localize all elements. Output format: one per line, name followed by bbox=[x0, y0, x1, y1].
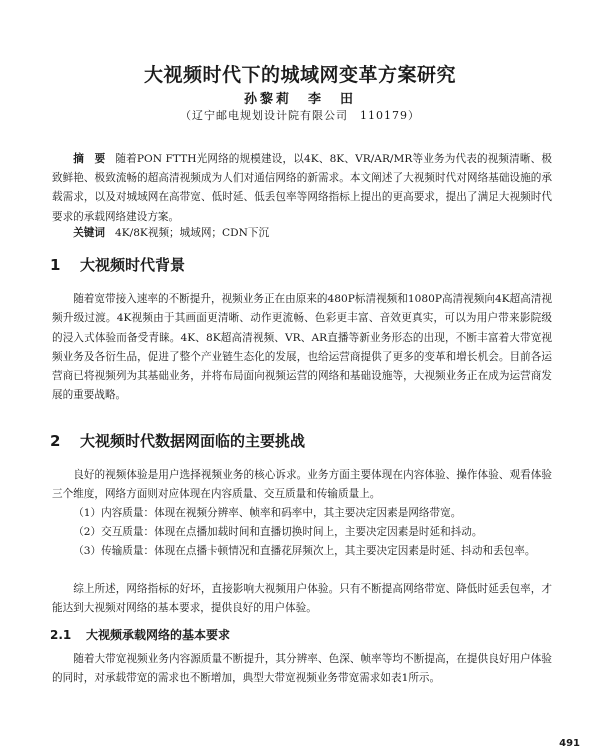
paragraph: 随着宽带接入速率的不断提升，视频业务正在由原来的480P标清视频和1080P高清视频向4K超高清视频升级过渡。4K视频由于其画面更清晰、动作更流畅、色彩更丰富、音效更真实，可以为用户带来影院级的浸入式体验而备受青睐。4K、8K超高清视频、VR、AR直播等新业务形态的出现，不断丰富着大带宽视频业务及各衍生品，促进了整个产业链生态化的发展，也给运营商提供了更多的变革和增长机会。目前各运营商已将视频列为其基础业务，并将布局面向视频运营的网络和基础设施等，大视频业务正在成为运营商发展的重要战略。 bbox=[52, 293, 552, 402]
subsection-title: 大视频承载网络的基本要求 bbox=[86, 628, 231, 642]
subsection-heading-2-1 bbox=[50, 626, 230, 643]
paragraph: （3）传输质量：体现在点播卡顿情况和直播花屏频次上，其主要决定因素是时延、抖动和丢包率。 bbox=[73, 545, 536, 557]
paragraph: （1）内容质量：体现在视频分辨率、帧率和码率中，其主要决定因素是网络带宽。 bbox=[73, 507, 462, 519]
paper-affiliation: （辽宁邮电规划设计院有限公司 110179） bbox=[180, 109, 420, 122]
page-number: 491 bbox=[559, 738, 580, 749]
abstract bbox=[52, 150, 552, 227]
section-heading-2 bbox=[50, 430, 305, 451]
section-title: 大视频时代数据网面临的主要挑战 bbox=[80, 432, 306, 450]
subsection-number: 2.1 bbox=[50, 628, 72, 642]
section-heading-1 bbox=[50, 254, 185, 275]
abstract-label: 摘 要 bbox=[73, 153, 106, 165]
section-number: 1 bbox=[50, 256, 61, 274]
keywords-text: 4K/8K视频；城域网；CDN下沉 bbox=[114, 227, 270, 239]
paragraph: （2）交互质量：体现在点播加载时间和直播切换时间上，主要决定因素是时延和抖动。 bbox=[73, 526, 483, 538]
paragraph: 随着大带宽视频业务内容源质量不断提升，其分辨率、色深、帧率等均不断提高，在提供良好用户体验的同时，对承载带宽的需求也不断增加，典型大带宽视频业务带宽需求如表1所示。 bbox=[52, 653, 552, 685]
paragraph: 综上所述，网络指标的好坏，直接影响大视频用户体验。只有不断提高网络带宽、降低时延丢包率，才能达到大视频对网络的基本要求，提供良好的用户体验。 bbox=[52, 583, 552, 615]
section-title: 大视频时代背景 bbox=[80, 256, 186, 274]
abstract-text: 随着PON FTTH光网络的规模建设，以4K、8K、VR/AR/MR等业务为代表的视频清晰、极致鲜艳、极致流畅的超高清视频成为人们对通信网络的新需求。本文阐述了大视频时代对网络基础设施的承载需求，以及对城域网在高带宽、低时延、低丢包率等网络指标上提出的更高要求，提出了满足大视频时代要求的承载网络建设方案。 bbox=[52, 153, 553, 223]
section-number: 2 bbox=[50, 432, 61, 450]
paragraph: 良好的视频体验是用户选择视频业务的核心诉求。业务方面主要体现在内容体验、操作体验、观看体验三个维度，网络方面则对应体现在内容质量、交互质量和传输质量上。 bbox=[52, 469, 552, 501]
keywords-label: 关键词 bbox=[73, 227, 105, 239]
keywords bbox=[52, 225, 552, 240]
paper-authors: 孙黎莉 李 田 bbox=[243, 92, 356, 107]
paper-title: 大视频时代下的城域网变革方案研究 bbox=[143, 64, 456, 86]
